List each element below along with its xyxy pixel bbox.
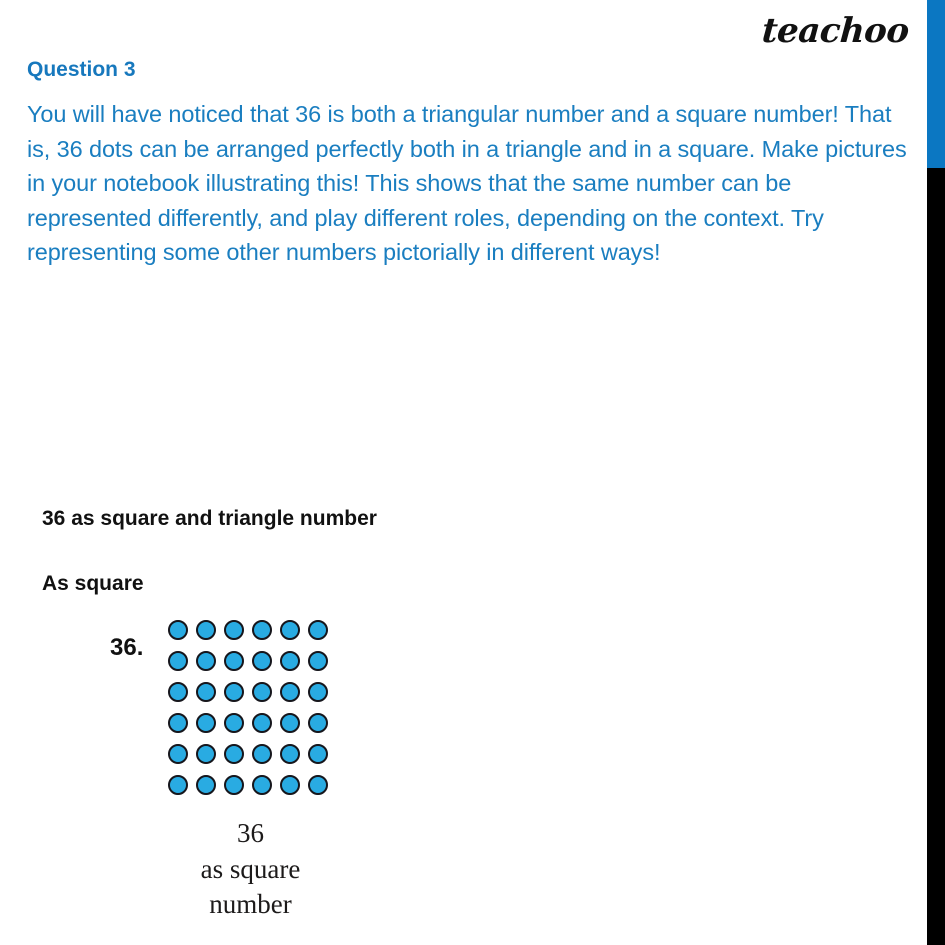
dot (252, 775, 272, 795)
dot (168, 620, 188, 640)
dot (196, 744, 216, 764)
figure-row (110, 618, 328, 795)
dot (308, 682, 328, 702)
dot (280, 651, 300, 671)
dot (280, 620, 300, 640)
dot (196, 775, 216, 795)
dot (168, 713, 188, 733)
dot (196, 651, 216, 671)
dot (308, 620, 328, 640)
dot (280, 744, 300, 764)
dot (168, 744, 188, 764)
dot (308, 651, 328, 671)
dot (224, 682, 244, 702)
dot-row (168, 775, 328, 795)
dot (252, 620, 272, 640)
dot (252, 682, 272, 702)
dot (168, 775, 188, 795)
dot (224, 651, 244, 671)
square-number-figure (110, 618, 328, 795)
right-edge-blue-bar (927, 0, 945, 168)
dot (252, 744, 272, 764)
teachoo-logo: teachoo (760, 11, 911, 51)
figure-caption-line-2: as square (200, 853, 301, 884)
dot (280, 775, 300, 795)
dot (308, 713, 328, 733)
question-title: Question 3 (27, 58, 136, 81)
figure-caption-line-1: 36 (237, 818, 264, 848)
dot (224, 775, 244, 795)
dot (196, 682, 216, 702)
dot (308, 744, 328, 764)
dot-row (168, 744, 328, 764)
dot (196, 620, 216, 640)
dot (252, 651, 272, 671)
dot-grid (168, 618, 328, 795)
dot (252, 713, 272, 733)
dot (224, 744, 244, 764)
figure-caption (108, 816, 393, 923)
answer-sub-heading: As square (42, 572, 144, 595)
dot (168, 651, 188, 671)
dot-row (168, 651, 328, 671)
dot-row (168, 682, 328, 702)
right-edge-black-bar (927, 168, 945, 945)
figure-caption-line-3: number (209, 889, 292, 920)
dot (196, 713, 216, 733)
dot (280, 713, 300, 733)
dot-row (168, 713, 328, 733)
answer-heading: 36 as square and triangle number (42, 507, 377, 530)
dot (308, 775, 328, 795)
dot (168, 682, 188, 702)
dot-row (168, 620, 328, 640)
dot (224, 620, 244, 640)
dot (280, 682, 300, 702)
question-content (27, 58, 912, 270)
figure-number-label: 36. (110, 634, 144, 661)
question-body-text: You will have noticed that 36 is both a triangular number and a square number! That is, 36 dots can be arranged perfectly both in a triangle and in a square. Make pictures in your notebook illustrating this! This shows that the same number can be represented differently, and play different roles, depending on the context. Try representing some other numbers pictorially in different ways! (27, 101, 907, 266)
dot (224, 713, 244, 733)
